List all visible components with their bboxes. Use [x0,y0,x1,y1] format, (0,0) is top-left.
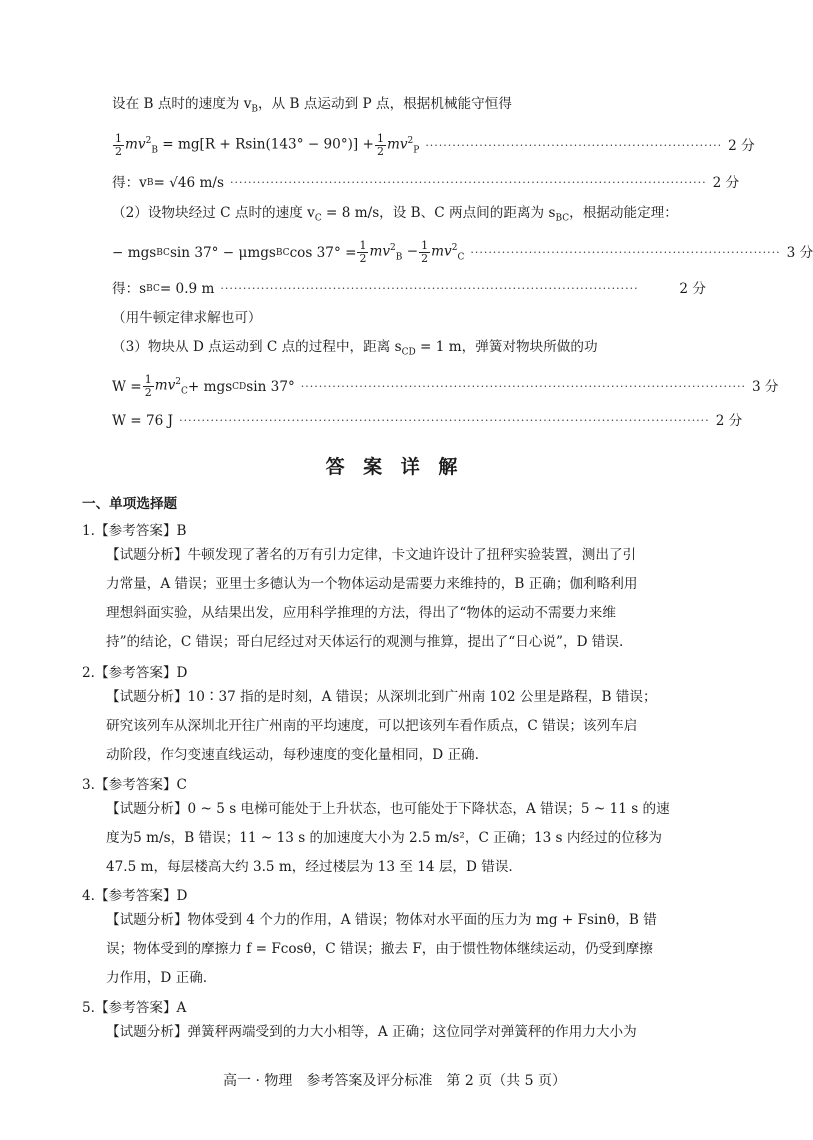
result-w: W = 76 J ······················································································································ 2 分 [112,413,743,429]
equation-energy: $\frac{1}{2}$ $mv^2_B = mg[R + Rsin(143^\circ - 90^\circ)]$ + $\frac{1}{2}$ $mv^2_P$ ·································································· 2 分 [115,132,755,159]
part3-statement: （3）物块从 D 点运动到 C 点的过程中，距离 $s_{CD} = 1$ m，弹簧对物块所做的功 [112,339,598,358]
question-5-analysis: 【试题分析】弹簧秤两端受到的力大小相等，A 正确；这位同学对弹簧秤的作用力大小为 [106,1024,637,1040]
solution-line-1: 设在 B 点时的速度为 $v_B$，从 B 点运动到 P 点，根据机械能守恒得 [112,96,512,115]
question-3-answer: 3.【参考答案】C [82,777,187,793]
question-2-answer: 2.【参考答案】D [82,665,188,681]
question-2-analysis: 【试题分析】10∶37 指的是时刻，A 错误；从深圳北到广州南 102 公里是路程，B 错误； 研究该列车从深圳北开往广州南的平均速度，可以把该列车看作质点，C 错误；该列车启 动阶段，作匀变速直线运动，每秒速度的变化量相同，D 正确. [106,689,657,763]
equation-work-energy: − mgs BC sin 37° − μmgs BC cos 37° = $\frac{1}{2}$ $mv^2_B$ − $\frac{1}{2}$ $mv^2_C$ ····································································· 3 分 [112,239,813,266]
part2-statement: （2）设物块经过 C 点时的速度 $v_C = 8$ m/s，设 B、C 两点间的距离为 $s_{BC}$，根据动能定理： [112,205,678,224]
question-3-analysis: 【试题分析】0 ~ 5 s 电梯可能处于上升状态，也可能处于下降状态，A 错误；5 ~ 11 s 的速 度为5 m/s，B 错误；11 ~ 13 s 的加速度大小为 2.5 m/s²，C 正确；13 s 内经过的位移为 47.5 m，每层楼高大约 3.5 m，经过楼层为 13 至 14 层，D 错误. [106,801,670,875]
page-footer: 高一 · 物理 参考答案及评分标准 第 2 页（共 5 页） [223,1073,566,1089]
page-title: 答 案 详 解 [325,456,464,478]
note-newton: （用牛顿定律求解也可） [112,310,262,326]
question-4-answer: 4.【参考答案】D [82,888,188,904]
leader-dots: ·································································· [425,138,723,152]
result-sbc: 得：s BC = 0.9 m ····························································································· 2 分 [112,281,706,297]
result-vb: 得：v B = √46 m/s ·········································································································· 2 分 [112,175,740,191]
question-4-analysis: 【试题分析】物体受到 4 个力的作用，A 错误；物体对水平面的压力为 mg + Fsinθ，B 错 误；物体受到的摩擦力 f = Fcosθ，C 错误；撤去 F，由于惯性物体继续运动，仍受到摩擦 力作用，D 正确. [106,912,657,986]
question-1-answer: 1.【参考答案】B [82,523,187,539]
score-label: 2 分 [728,137,755,154]
section-heading: 一、单项选择题 [82,496,178,512]
question-1-analysis: 【试题分析】牛顿发现了著名的万有引力定律，卡文迪许设计了扭秤实验装置，测出了引 力常量，A 错误；亚里士多德认为一个物体运动是需要力来维持的，B 正确；伽利略利用 理想斜面实验，从结果出发，应用科学推理的方法，得出了“物体的运动不需要力来维 持”的结论，C 错误；哥白尼经过对天体运行的观测与推算，提出了“日心说”，D 错误. [106,547,638,650]
question-5-answer: 5.【参考答案】A [82,1000,187,1016]
equation-spring-work: W = $\frac{1}{2}$ $mv^2_C$ + mgs CD sin 37° ··································································································· 3 分 [112,373,779,400]
